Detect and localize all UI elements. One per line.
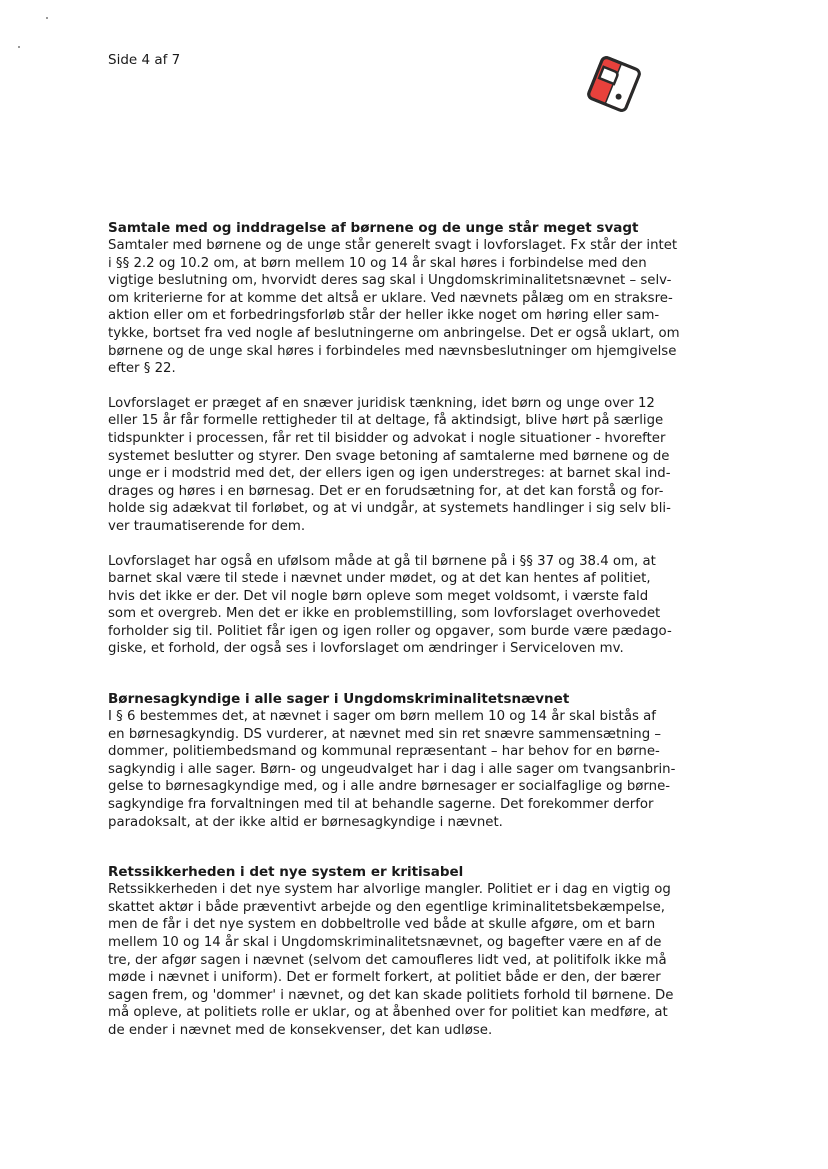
text-line: Lovforslaget har også en ufølsom måde at gå til børnene på i §§ 37 og 38.4 om, at bbox=[108, 553, 656, 569]
paragraph bbox=[108, 881, 698, 1039]
text-line: I § 6 bestemmes det, at nævnet i sager om børn mellem 10 og 14 år skal bistås af bbox=[108, 709, 656, 725]
section-heading: Samtale med og inddragelse af børnene og de unge står meget svagt bbox=[108, 220, 639, 236]
paragraph bbox=[108, 395, 698, 536]
text-line: Lovforslaget er præget af en snæver juridisk tænkning, idet børn og unge over 12 bbox=[108, 395, 655, 411]
page-number: Side 4 af 7 bbox=[108, 52, 181, 68]
section-spacer bbox=[108, 831, 698, 863]
text-line: de ender i nævnet med de konsekvenser, det kan udløse. bbox=[108, 1022, 493, 1038]
text-line: en børnesagkyndig. DS vurderer, at nævnet med sin ret snævre sammensætning – bbox=[108, 726, 662, 742]
organization-logo-icon bbox=[584, 56, 644, 112]
text-line: som et overgreb. Men det er ikke en problemstilling, som lovforslaget overhovedet bbox=[108, 606, 661, 622]
section-spacer bbox=[108, 658, 698, 690]
section-heading: Retssikkerheden i det nye system er kritisabel bbox=[108, 864, 464, 881]
section-heading: Børnesagkyndige i alle sager i Ungdomskriminalitetsnævnet bbox=[108, 691, 570, 708]
paragraph bbox=[108, 708, 698, 831]
text-line: Samtaler med børnene og de unge står generelt svagt i lovforslaget. Fx står der intet bbox=[108, 238, 678, 253]
text-line: barnet skal være til stede i nævnet under mødet, og at det kan hentes af politiet, bbox=[108, 571, 651, 587]
text-line: forholder sig til. Politiet får igen og igen roller og opgaver, som burde være pædago- bbox=[108, 623, 672, 639]
text-line: drages og høres i en børnesag. Det er en forudsætning for, at det kan forstå og for- bbox=[108, 483, 664, 499]
text-line: møde i nævnet i uniform). Det er formelt forkert, at politiet både er den, der bærer bbox=[108, 970, 661, 986]
text-line: sagkyndig i alle sager. Børn- og ungeudvalget har i dag i alle sager om tvangsanbrin- bbox=[108, 761, 676, 777]
text-line: vigtige beslutning om, hvorvidt deres sag skal i Ungdomskriminalitetsnævnet – selv- bbox=[108, 273, 672, 289]
text-line: mellem 10 og 14 år skal i Ungdomskriminalitetsnævnet, og bagefter være en af de bbox=[108, 935, 662, 950]
text-line: tykke, bortset fra ved nogle af beslutningerne om anbringelse. Det er også uklart, om bbox=[108, 325, 680, 341]
scan-speck bbox=[18, 46, 20, 48]
document-body bbox=[108, 219, 698, 1040]
text-line: giske, et forhold, der også ses i lovforslaget om ændringer i Serviceloven mv. bbox=[108, 641, 624, 657]
scan-speck bbox=[46, 17, 48, 19]
paragraph bbox=[108, 553, 698, 659]
text-line: tre, der afgør sagen i nævnet (selvom det camoufleres lidt ved, at politifolk ikke må bbox=[108, 952, 667, 968]
text-line: må opleve, at politiets rolle er uklar, og at åbenhed over for politiet kan medføre, at bbox=[108, 1005, 668, 1021]
text-line: børnene og de unge skal høres i forbindeles med nævnsbeslutninger om hjemgivelse bbox=[108, 343, 677, 359]
text-line: i §§ 2.2 og 10.2 om, at børn mellem 10 og 14 år skal høres i forbindelse med den bbox=[108, 255, 647, 271]
text-line: ver traumatiserende for dem. bbox=[108, 518, 306, 534]
text-line: paradoksalt, at der ikke altid er børnesagkyndige i nævnet. bbox=[108, 814, 503, 830]
text-line: unge er i modstrid med det, der ellers igen og igen understreges: at barnet skal ind- bbox=[108, 466, 671, 482]
text-line: hvis det ikke er der. Det vil nogle børn opleve som meget voldsomt, i værste fald bbox=[108, 588, 649, 604]
paragraph bbox=[108, 237, 698, 378]
text-line: Retssikkerheden i det nye system har alvorlige mangler. Politiet er i dag en vigtig og bbox=[108, 882, 671, 898]
text-line: dommer, politiembedsmand og kommunal repræsentant – har behov for en børne- bbox=[108, 744, 660, 760]
paragraph-spacer bbox=[108, 536, 698, 553]
text-line: tidspunkter i processen, får ret til bisidder og advokat i nogle situationer - hvorefter bbox=[108, 430, 666, 446]
text-line: sagkyndige fra forvaltningen med til at behandle sagerne. Det forekommer derfor bbox=[108, 797, 654, 813]
text-line: holde sig adækvat til forløbet, og at vi undgår, at systemets handlinger i sig selv bli- bbox=[108, 501, 671, 517]
paragraph-spacer bbox=[108, 378, 698, 395]
text-line: eller 15 år får formelle rettigheder til at deltage, få aktindsigt, blive hørt på særlige bbox=[108, 413, 664, 429]
text-line: aktion eller om et forbedringsforløb står der heller ikke noget om høring eller sam- bbox=[108, 308, 660, 324]
text-line: gelse to børnesagkyndige med, og i alle andre børnesager er socialfaglige og børne- bbox=[108, 779, 671, 795]
text-line: systemet beslutter og styrer. Den svage betoning af samtalerne med børnene og de bbox=[108, 448, 670, 464]
text-line: sagen frem, og 'dommer' i nævnet, og det kan skade politiets forhold til børnene. De bbox=[108, 987, 674, 1003]
text-line: skattet aktør i både præventivt arbejde og den egentlige kriminalitetsbekæmpelse, bbox=[108, 899, 666, 915]
text-line: om kriterierne for at komme det altså er uklare. Ved nævnets pålæg om en straksre- bbox=[108, 290, 673, 306]
text-line: men de får i det nye system en dobbeltrolle ved både at skulle afgøre, om et barn bbox=[108, 917, 656, 933]
text-line: efter § 22. bbox=[108, 361, 176, 377]
